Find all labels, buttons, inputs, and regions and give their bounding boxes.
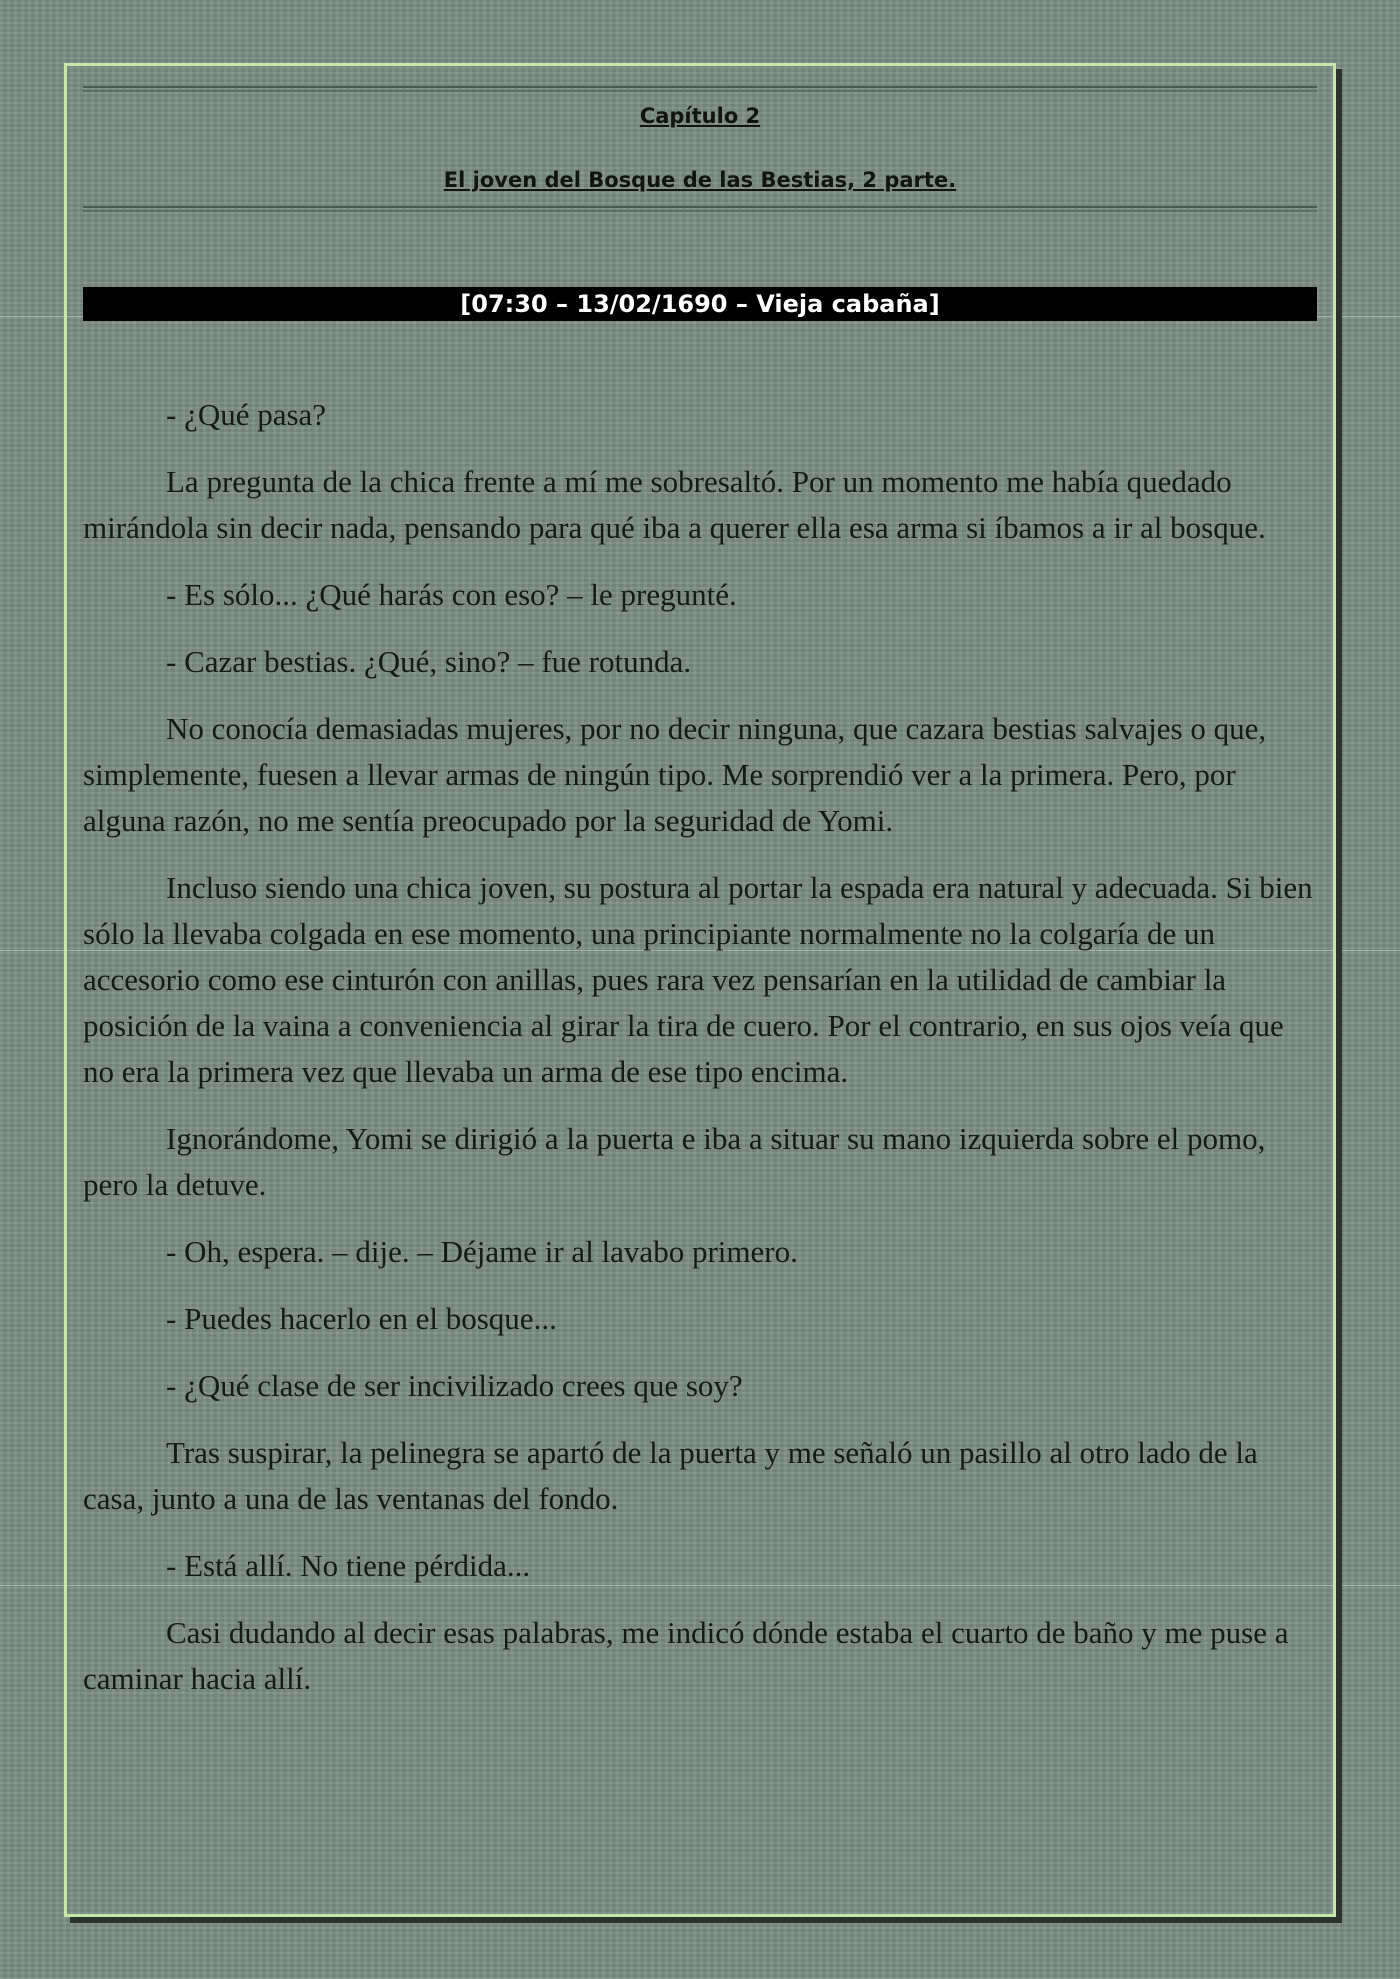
page-frame bbox=[64, 63, 1336, 1917]
paragraph: - Oh, espera. – dije. – Déjame ir al lavabo primero. bbox=[166, 1234, 798, 1269]
scene-header: [07:30 – 13/02/1690 – Vieja cabaña] bbox=[83, 287, 1317, 321]
chapter-number: Capítulo 2 bbox=[639, 104, 761, 128]
paragraph: No conocía demasiadas mujeres, por no decir ninguna, que cazara bestias salvajes o que, simplemente, fuesen a llevar armas de ningún tipo. Me sorprendió ver a la primera. Pero, por alguna razón, no me sentía preocupado por la seguridad de Yomi. bbox=[83, 711, 1267, 838]
paragraph: Casi dudando al decir esas palabras, me indicó dónde estaba el cuarto de baño y me puse a caminar hacia allí. bbox=[83, 1615, 1289, 1696]
paragraph: - ¿Qué clase de ser incivilizado crees que soy? bbox=[166, 1368, 743, 1403]
paragraph: Tras suspirar, la pelinegra se apartó de la puerta y me señaló un pasillo al otro lado de la casa, junto a una de las ventanas del fondo. bbox=[83, 1435, 1258, 1516]
bottom-divider bbox=[83, 206, 1317, 212]
paragraph: Incluso siendo una chica joven, su postura al portar la espada era natural y adecuada. Si bien sólo la llevaba colgada en ese momento, una principiante normalmente no la colgaría de un accesorio como ese cinturón con anillas, pues rara vez pensarían en la utilidad de cambiar la posición de la vaina a conveniencia al girar la tira de cuero. Por el contrario, en sus ojos veía que no era la primera vez que llevaba un arma de ese tipo encima. bbox=[83, 870, 1313, 1089]
paragraph: Ignorándome, Yomi se dirigió a la puerta e iba a situar su mano izquierda sobre el pomo, pero la detuve. bbox=[83, 1121, 1266, 1202]
paragraph: - Es sólo... ¿Qué harás con eso? – le pregunté. bbox=[166, 577, 737, 612]
paragraph: - Está allí. No tiene pérdida... bbox=[166, 1548, 531, 1583]
top-divider bbox=[83, 86, 1317, 92]
chapter-subtitle: El joven del Bosque de las Bestias, 2 parte. bbox=[443, 168, 957, 192]
paragraph: La pregunta de la chica frente a mí me sobresaltó. Por un momento me había quedado mirándola sin decir nada, pensando para qué iba a querer ella esa arma si íbamos a ir al bosque. bbox=[83, 464, 1266, 545]
paragraph: - Puedes hacerlo en el bosque... bbox=[166, 1301, 557, 1336]
paragraph: - Cazar bestias. ¿Qué, sino? – fue rotunda. bbox=[166, 644, 692, 679]
paragraph: - ¿Qué pasa? bbox=[166, 397, 327, 432]
story-body bbox=[83, 392, 1321, 1723]
